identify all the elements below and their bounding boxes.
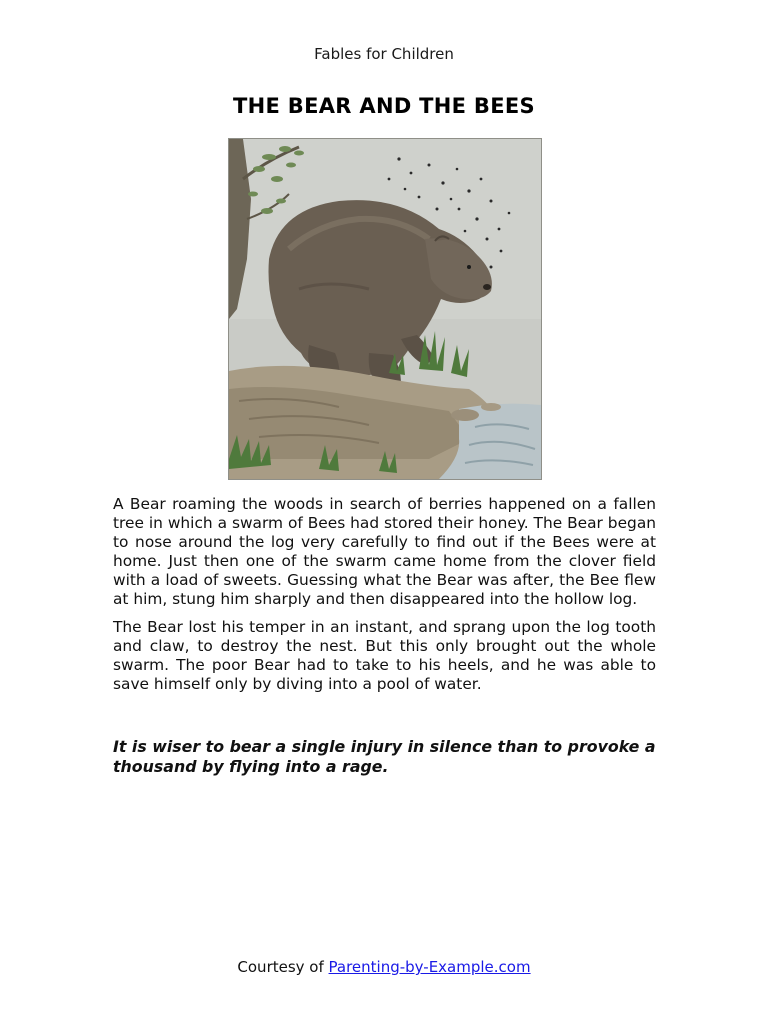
story-paragraph-2: The Bear lost his temper in an instant, and sprang upon the log tooth and claw, to destroy the nest. But this only brought out the whole swarm. The poor Bear had to take to his heels, and he was able to save himself only by diving into a pool of water.: [113, 618, 656, 694]
story-moral: It is wiser to bear a single injury in silence than to provoke a thousand by flying into a rage.: [113, 737, 656, 776]
story-paragraph-1: A Bear roaming the woods in search of berries happened on a fallen tree in which a swarm of Bees had stored their honey. The Bear began to nose around the log very carefully to find out if the Bees were at home. Just then one of the swarm came home from the clover field with a load of sweets. Guessing what the Bear was after, the Bee flew at him, stung him sharply and then disappeared into the hollow log.: [113, 495, 656, 608]
bear-and-bees-illustration: [228, 138, 542, 480]
footer-credit: [0, 958, 768, 976]
story-title: THE BEAR AND THE BEES: [233, 94, 535, 118]
series-title: Fables for Children: [314, 45, 454, 63]
footer-prefix: Courtesy of: [237, 958, 329, 976]
story-body: [113, 495, 656, 704]
source-link[interactable]: Parenting-by-Example.com: [328, 958, 531, 976]
